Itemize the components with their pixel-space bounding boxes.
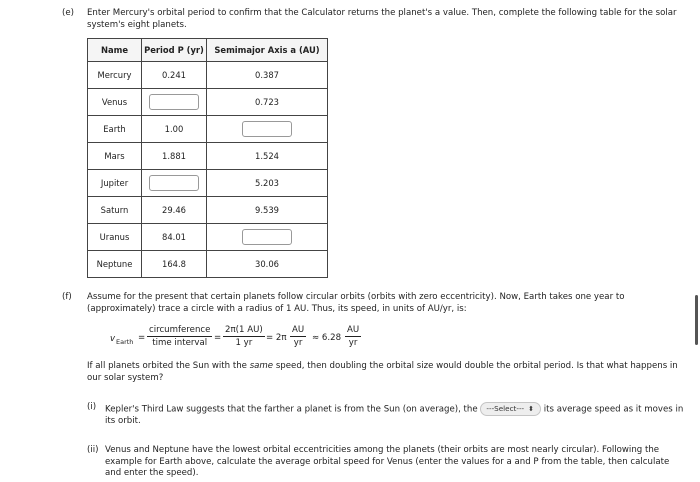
v-symbol: v: [110, 334, 116, 344]
axis-cell: 9.539: [207, 197, 328, 224]
axis-cell: 1.524: [207, 143, 328, 170]
item-ii-line-1: Venus and Neptune have the lowest orbital eccentricities among the planets (their orbits are most nearly circular). Following the: [105, 445, 660, 455]
part-f-line-1: Assume for the present that certain planets follow circular orbits (orbits with zero eccentricity). Now, Earth takes one year to: [87, 292, 625, 302]
fraction-numerator: 2π(1 AU): [225, 325, 263, 335]
axis-cell: [207, 224, 328, 251]
item-i-line-1: [105, 402, 683, 416]
approx-value: ≈ 6.28: [312, 333, 342, 343]
period-cell: [142, 89, 207, 116]
planet-name-cell: Uranus: [88, 224, 142, 251]
table-row: [88, 89, 328, 116]
venus-period-input[interactable]: [149, 94, 199, 110]
period-cell: 0.241: [142, 62, 207, 89]
item-i-text: [105, 402, 683, 428]
planet-name-cell: Saturn: [88, 197, 142, 224]
fraction-au-per-yr: [290, 325, 306, 348]
emphasis-same: same: [249, 361, 274, 371]
axis-cell: [207, 116, 328, 143]
equals-sign: =: [138, 333, 146, 343]
period-cell: 1.00: [142, 116, 207, 143]
axis-cell: 0.387: [207, 62, 328, 89]
planet-name-cell: Venus: [88, 89, 142, 116]
planet-table: [87, 38, 328, 278]
equals-sign: =: [214, 333, 222, 343]
table-row: [88, 143, 328, 170]
fraction-two-pi: [223, 325, 265, 348]
item-i-text-pre: Kepler's Third Law suggests that the farther a planet is from the Sun (on average), the: [105, 404, 478, 415]
fraction-numerator: circumference: [149, 325, 211, 335]
part-f-label: (f): [62, 292, 72, 302]
header-period: Period P (yr): [142, 39, 207, 62]
item-i-text-post: its average speed as it moves in: [543, 404, 684, 415]
table-row: [88, 251, 328, 278]
part-e-instructions: [87, 8, 677, 31]
fraction-circumference: [147, 325, 212, 348]
item-ii-label: (ii): [87, 445, 99, 455]
two-pi-term: = 2π: [266, 333, 287, 343]
earth-speed-formula: [110, 325, 370, 353]
period-cell: 164.8: [142, 251, 207, 278]
fraction-denominator: time interval: [152, 338, 208, 348]
header-name: Name: [88, 39, 142, 62]
table-row: [88, 224, 328, 251]
axis-cell: 30.06: [207, 251, 328, 278]
planet-speed-question: [87, 361, 678, 384]
select-value: ---Select---: [486, 404, 525, 413]
item-ii-line-2: example for Earth above, calculate the average orbital speed for Venus (enter the values for a and P from the table, then calculate: [105, 456, 670, 467]
table-row: [88, 116, 328, 143]
planet-name-cell: Neptune: [88, 251, 142, 278]
updown-chevron-icon: ⬍: [528, 405, 535, 413]
fraction-denominator: 1 yr: [235, 338, 253, 348]
fraction-denominator: yr: [293, 338, 303, 348]
jupiter-period-input[interactable]: [149, 175, 199, 191]
part-e-line-2: system's eight planets.: [87, 19, 187, 30]
item-i-label: (i): [87, 402, 97, 412]
uranus-axis-input[interactable]: [242, 229, 292, 245]
part-e-line-1: Enter Mercury's orbital period to confirm that the Calculator returns the planet's a value. Then, complete the following table for the solar: [87, 8, 677, 18]
table-header-row: [88, 39, 328, 62]
fraction-denominator: yr: [348, 338, 358, 348]
question-text: If all planets orbited the Sun with the: [87, 361, 250, 371]
item-ii-text: [105, 445, 669, 480]
part-f-instructions: [87, 292, 624, 315]
table-row: [88, 62, 328, 89]
period-cell: 1.881: [142, 143, 207, 170]
part-f-line-2: (approximately) trace a circle with a radius of 1 AU. Thus, its speed, in units of AU/yr, is:: [87, 303, 467, 314]
question-line-2: our solar system?: [87, 372, 164, 383]
fraction-au-per-yr-result: [345, 325, 361, 348]
period-cell: 29.46: [142, 197, 207, 224]
v-subscript: Earth: [116, 338, 134, 346]
question-line-1: [87, 361, 678, 373]
scrollbar[interactable]: [695, 295, 698, 345]
axis-cell: 0.723: [207, 89, 328, 116]
period-cell: [142, 170, 207, 197]
speed-comparison-select[interactable]: [480, 402, 541, 416]
fraction-numerator: AU: [347, 325, 360, 335]
header-semimajor-axis: Semimajor Axis a (AU): [207, 39, 328, 62]
question-text: speed, then doubling the orbital size would double the orbital period. Is that what happens in: [273, 361, 678, 371]
item-ii-line-3: and enter the speed).: [105, 468, 199, 478]
planet-name-cell: Earth: [88, 116, 142, 143]
period-cell: 84.01: [142, 224, 207, 251]
part-e-label: (e): [62, 8, 74, 18]
table-row: [88, 170, 328, 197]
planet-name-cell: Mars: [88, 143, 142, 170]
planet-name-cell: Jupiter: [88, 170, 142, 197]
table-row: [88, 197, 328, 224]
item-i-line-2: its orbit.: [105, 416, 141, 426]
fraction-numerator: AU: [292, 325, 305, 335]
planet-name-cell: Mercury: [88, 62, 142, 89]
earth-axis-input[interactable]: [242, 121, 292, 137]
axis-cell: 5.203: [207, 170, 328, 197]
